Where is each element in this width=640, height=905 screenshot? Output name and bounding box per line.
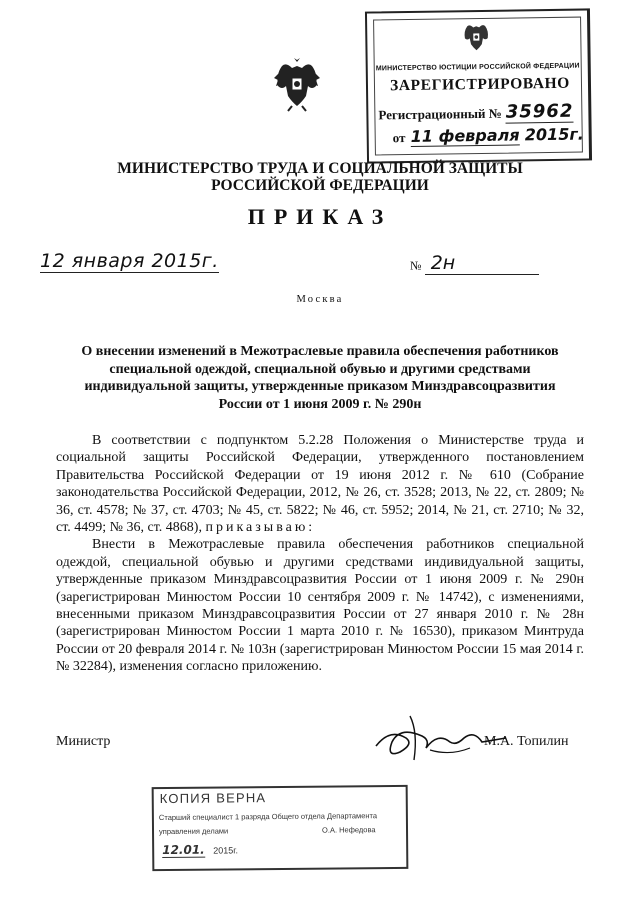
subject-line: специальной одеждой, специальной обувью и другими средствами <box>109 361 531 377</box>
ministry-title-line2: РОССИЙСКОЙ ФЕДЕРАЦИИ <box>211 177 429 194</box>
subject-line: индивидуальной защиты, утвержденные приказом Минздравсоцразвития <box>84 379 556 394</box>
city-name: Москва <box>296 294 344 305</box>
ministry-title <box>60 160 580 194</box>
body-paragraph-1-text: В соответствии с подпунктом 5.2.28 Положения о Министерстве труда и социальной защиты Российской Федерации, утвержденного постановлением Правительства Российской Федерации от 19 июня 2012 г. № 610 (Собрание законодательства Российской Федерации, 2012, № 26, ст. 3528; 2013, № 22, ст. 2809; № 36, ст. 4578; № 37, ст. 4703; № 45, ст. 5822; № 46, ст. 5952; 2014, № 21, ст. 2710; № 32, ст. 4499; № 36, ст. 4868), <box>56 433 584 536</box>
copy-stamp-year: 2015г. <box>213 845 238 856</box>
copy-stamp-department: управления делами <box>158 826 229 837</box>
stamp-ministry-name: МИНИСТЕРСТВО ЮСТИЦИИ РОССИЙСКОЙ ФЕДЕРАЦИИ <box>375 62 580 73</box>
copy-certified-stamp <box>152 785 409 871</box>
state-emblem-icon <box>272 56 322 112</box>
order-number: 2н <box>425 252 539 275</box>
copy-stamp-date: 12.01. <box>162 842 205 858</box>
copy-stamp-position: Старший специалист 1 разряда Общего отдела Департамента <box>158 811 378 823</box>
body-paragraph-1 <box>56 432 584 536</box>
body-paragraph-2: Внести в Межотраслевые правила обеспечения работников специальной одеждой, специальной обувью и другими средствами индивидуальной защиты, утвержденные приказом Минздравсоцразвития России от 1 июня 2009 г. № 290н (зарегистрирован Минюстом России 10 сентября 2009 г. № 14742), с изменениями, внесенными приказом Минздравсоцразвития России от 27 января 2010 г. № 28н (зарегистрирован Минюстом России 1 марта 2010 г. № 16530), приказом Минтруда России от 20 февраля 2014 г. № 103н (зарегистрирован Минюстом России 15 мая 2014 г. № 32284), изменения согласно приложению. <box>56 537 584 675</box>
stamp-emblem-icon <box>461 20 491 54</box>
subject-line: О внесении изменений в Межотраслевые правила обеспечения работников <box>81 344 559 359</box>
copy-stamp-title: КОПИЯ ВЕРНА <box>159 790 267 807</box>
stamp-registered-label: ЗАРЕГИСТРИРОВАНО <box>389 74 571 95</box>
stamp-date-prefix: от <box>392 130 406 146</box>
registration-stamp <box>365 8 592 163</box>
order-subject <box>60 343 580 413</box>
stamp-date-value: 11 февраля <box>410 125 520 146</box>
order-body <box>56 432 584 676</box>
stamp-date-row <box>393 125 584 147</box>
copy-stamp-official-name: О.А. Нефедова <box>321 825 376 835</box>
ministry-title-line1: МИНИСТЕРСТВО ТРУДА И СОЦИАЛЬНОЙ ЗАЩИТЫ <box>117 160 523 177</box>
signer-post: Министр <box>56 734 111 749</box>
order-number-row <box>410 252 539 275</box>
stamp-number-label: Регистрационный № <box>378 105 502 123</box>
stamp-year-value: 2015г. <box>524 124 584 145</box>
order-directive: приказываю: <box>205 520 316 536</box>
order-date: 12 января 2015г. <box>40 250 219 272</box>
stamp-number-value: 35962 <box>505 100 574 123</box>
stamp-number-row <box>378 101 573 125</box>
number-sign: № <box>410 258 422 273</box>
copy-stamp-date-row <box>162 842 238 857</box>
order-title: ПРИКАЗ <box>247 204 393 229</box>
subject-line: России от 1 июня 2009 г. № 290н <box>218 396 422 412</box>
signer-name: М.А. Топилин <box>484 734 569 749</box>
